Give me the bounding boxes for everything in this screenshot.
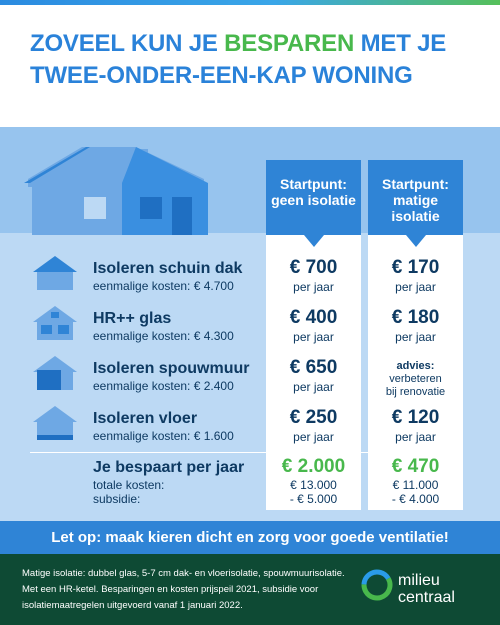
- saving-unit: per jaar: [293, 380, 334, 394]
- total-saving-value: € 470: [391, 456, 440, 477]
- measure-name: Isoleren vloer: [93, 410, 198, 427]
- logo-text-line: milieu: [398, 572, 440, 589]
- measure-cost: eenmalige kosten: € 1.600: [93, 429, 234, 443]
- advice-line: verbeteren: [389, 373, 442, 385]
- subsidy-value: - € 4.000: [391, 492, 440, 506]
- saving-value: € 120: [391, 407, 440, 428]
- top-gradient-bar: [0, 0, 500, 5]
- summary-divider: [30, 452, 463, 453]
- total-cost-label: totale kosten:: [93, 478, 165, 492]
- saving-value: € 170: [391, 257, 440, 278]
- saving-unit: per jaar: [395, 280, 436, 294]
- measure-name: HR++ glas: [93, 310, 172, 327]
- subsidy-label: subsidie:: [93, 492, 141, 506]
- title-part-1: ZOVEEL KUN JE: [30, 30, 225, 57]
- subsidy-value: - € 5.000: [289, 492, 338, 506]
- saving-value: € 400: [289, 307, 338, 328]
- saving-unit: per jaar: [293, 430, 334, 444]
- column-header-no-insulation: Startpunt: geen isolatie: [266, 160, 361, 235]
- saving-value: € 650: [289, 357, 338, 378]
- wall-house-icon: [33, 356, 77, 390]
- floor-house-icon: [33, 406, 77, 440]
- logo-text-line: centraal: [398, 589, 455, 606]
- total-saving-value: € 2.000: [281, 456, 346, 477]
- footnote-line: Matige isolatie: dubbel glas, 5-7 cm dak- en vloerisolatie, spouwmuurisolatie.: [22, 568, 345, 579]
- saving-unit: per jaar: [395, 330, 436, 344]
- ventilation-notice: Let op: maak kieren dicht en zorg voor goede ventilatie!: [0, 521, 500, 554]
- saving-unit: per jaar: [395, 430, 436, 444]
- milieu-centraal-logo-icon: [360, 568, 394, 602]
- footnote: [22, 566, 362, 614]
- saving-value: € 250: [289, 407, 338, 428]
- footnote-line: isolatiemaatregelen uitgevoerd vanaf 1 januari 2022.: [22, 600, 243, 611]
- saving-value: € 700: [289, 257, 338, 278]
- advice-text: [368, 360, 463, 399]
- footnote-line: Met een HR-ketel. Besparingen en kosten prijspeil 2021, subsidie voor: [22, 584, 319, 595]
- measure-name: Isoleren schuin dak: [93, 260, 243, 277]
- saving-value: € 180: [391, 307, 440, 328]
- measure-name: Isoleren spouwmuur: [93, 360, 250, 377]
- column-header-moderate-insulation: Startpunt: matige isolatie: [368, 160, 463, 235]
- title-highlight: BESPAREN: [224, 30, 355, 57]
- advice-title: advies:: [396, 360, 435, 372]
- saving-unit: per jaar: [293, 330, 334, 344]
- total-cost-value: € 13.000: [290, 478, 337, 492]
- advice-line: bij renovatie: [385, 386, 446, 398]
- roof-house-icon: [33, 256, 77, 290]
- summary-title: Je bespaart per jaar: [93, 459, 245, 476]
- total-cost-value: € 11.000: [392, 478, 439, 492]
- measure-cost: eenmalige kosten: € 4.300: [93, 329, 234, 343]
- saving-unit: per jaar: [293, 280, 334, 294]
- title-part-2: MET JE TWEE-ONDER-EEN-KAP WONING: [30, 30, 447, 89]
- measure-cost: eenmalige kosten: € 4.700: [93, 279, 234, 293]
- window-house-icon: [33, 306, 77, 340]
- semi-detached-house-icon: [24, 139, 224, 235]
- measure-cost: eenmalige kosten: € 2.400: [93, 379, 234, 393]
- page-title: [30, 28, 470, 92]
